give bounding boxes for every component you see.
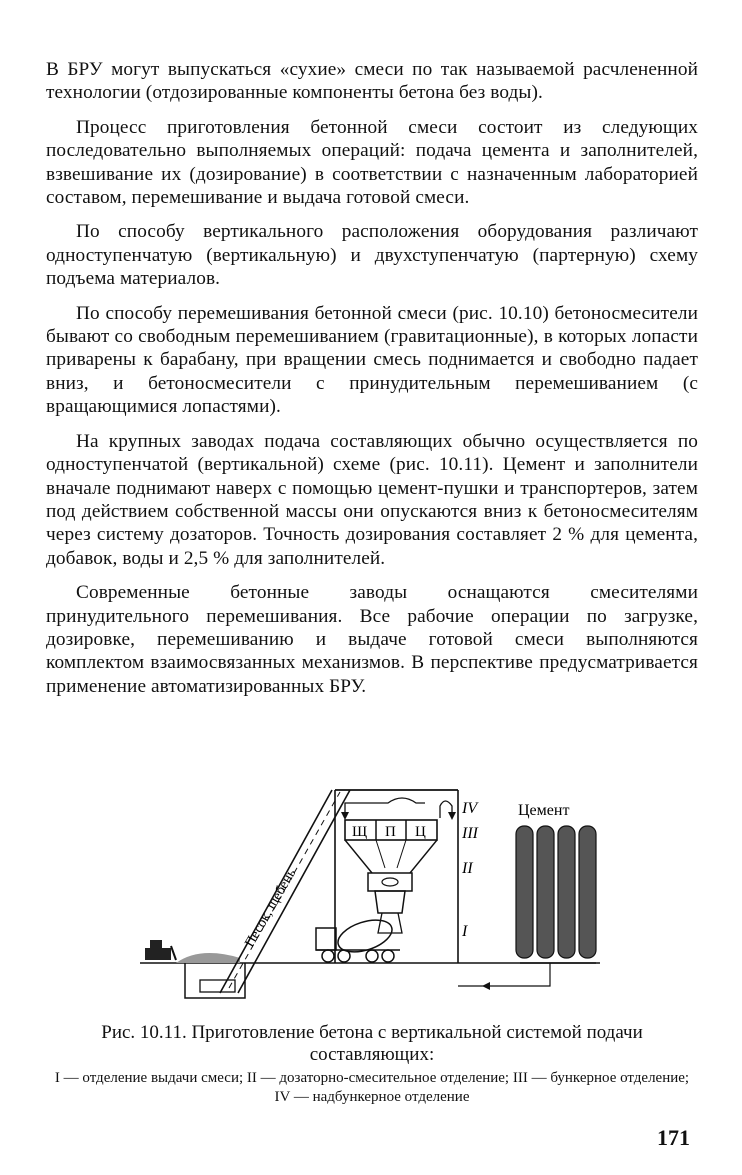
paragraph: В БРУ могут выпускаться «сухие» смеси по так называемой расчлененной технологии (отдозированные компоненты бетона без воды). (46, 59, 698, 104)
bin-label: П (385, 824, 396, 840)
paragraph: На крупных заводах подача составляющих обычно осуществляется по одноступенчатой (вертикальной) схеме (рис. 10.11). Цемент и заполнители вначале поднимают наверх с помощью цемент-пушки и транспортеров, затем под действием собственной массы они опускаются вниз к бетоносмесителям через систему дозаторов. Точность дозирования составляет 2 % для цемента, добавок, воды и 2,5 % для заполнителей. (46, 430, 698, 569)
caption-title: Рис. 10.11. Приготовление бетона с вертикальной системой подачи составляющих: (101, 1022, 643, 1065)
bulldozer-icon (145, 940, 176, 960)
bin-label: Ц (415, 824, 426, 840)
concrete-plant-figure (140, 768, 600, 1018)
level-label: II (462, 860, 473, 877)
level-label: IV (462, 800, 478, 817)
cement-silos (516, 826, 596, 963)
cement-label: Цемент (518, 802, 570, 819)
page-number: 171 (657, 1125, 690, 1150)
level-label: I (462, 923, 468, 940)
figure-caption (46, 1022, 698, 1107)
truck-mixer-icon (316, 914, 400, 962)
conveyor-label: Песок, щебень (242, 866, 300, 950)
paragraph: Современные бетонные заводы оснащаются смесителями принудительного перемешивания. Все рабочие операции по загрузке, дозировке, перемешиванию и выдаче готовой смеси выполняются комплектом взаимосвязанных механизмов. В перспективе предусматривается применение автоматизированных БРУ. (46, 582, 698, 697)
level-label: III (462, 825, 478, 842)
paragraph: По способу перемешивания бетонной смеси (рис. 10.10) бетоносмесители бывают со свободным перемешиванием (гравитационные), в которых лопасти приварены к барабану, при вращении смесь поднимается и свободно падает вниз, и бетоносмесители с принудительным перемешиванием (с вращающимися лопастями). (46, 302, 698, 418)
body-text (46, 58, 698, 709)
plant-diagram (140, 768, 600, 1018)
paragraph: Процесс приготовления бетонной смеси состоит из следующих последовательно выполняемых операций: подача цемента и заполнителей, взвешивание их (дозирование) в соответствии с назначенным лабораторией составом, перемешивание и выдача готовой смеси. (46, 116, 698, 209)
bin-label: Щ (352, 824, 368, 840)
caption-legend: I — отделение выдачи смеси; II — дозаторно-смесительное отделение; III — бункерное отделение; IV — надбункерное отделение (54, 1070, 690, 1105)
tower-frame (335, 790, 458, 963)
paragraph: По способу вертикального расположения оборудования различают одноступенчатую (вертикальную) и двухступенчатую (партерную) схему подъема материалов. (46, 221, 698, 290)
